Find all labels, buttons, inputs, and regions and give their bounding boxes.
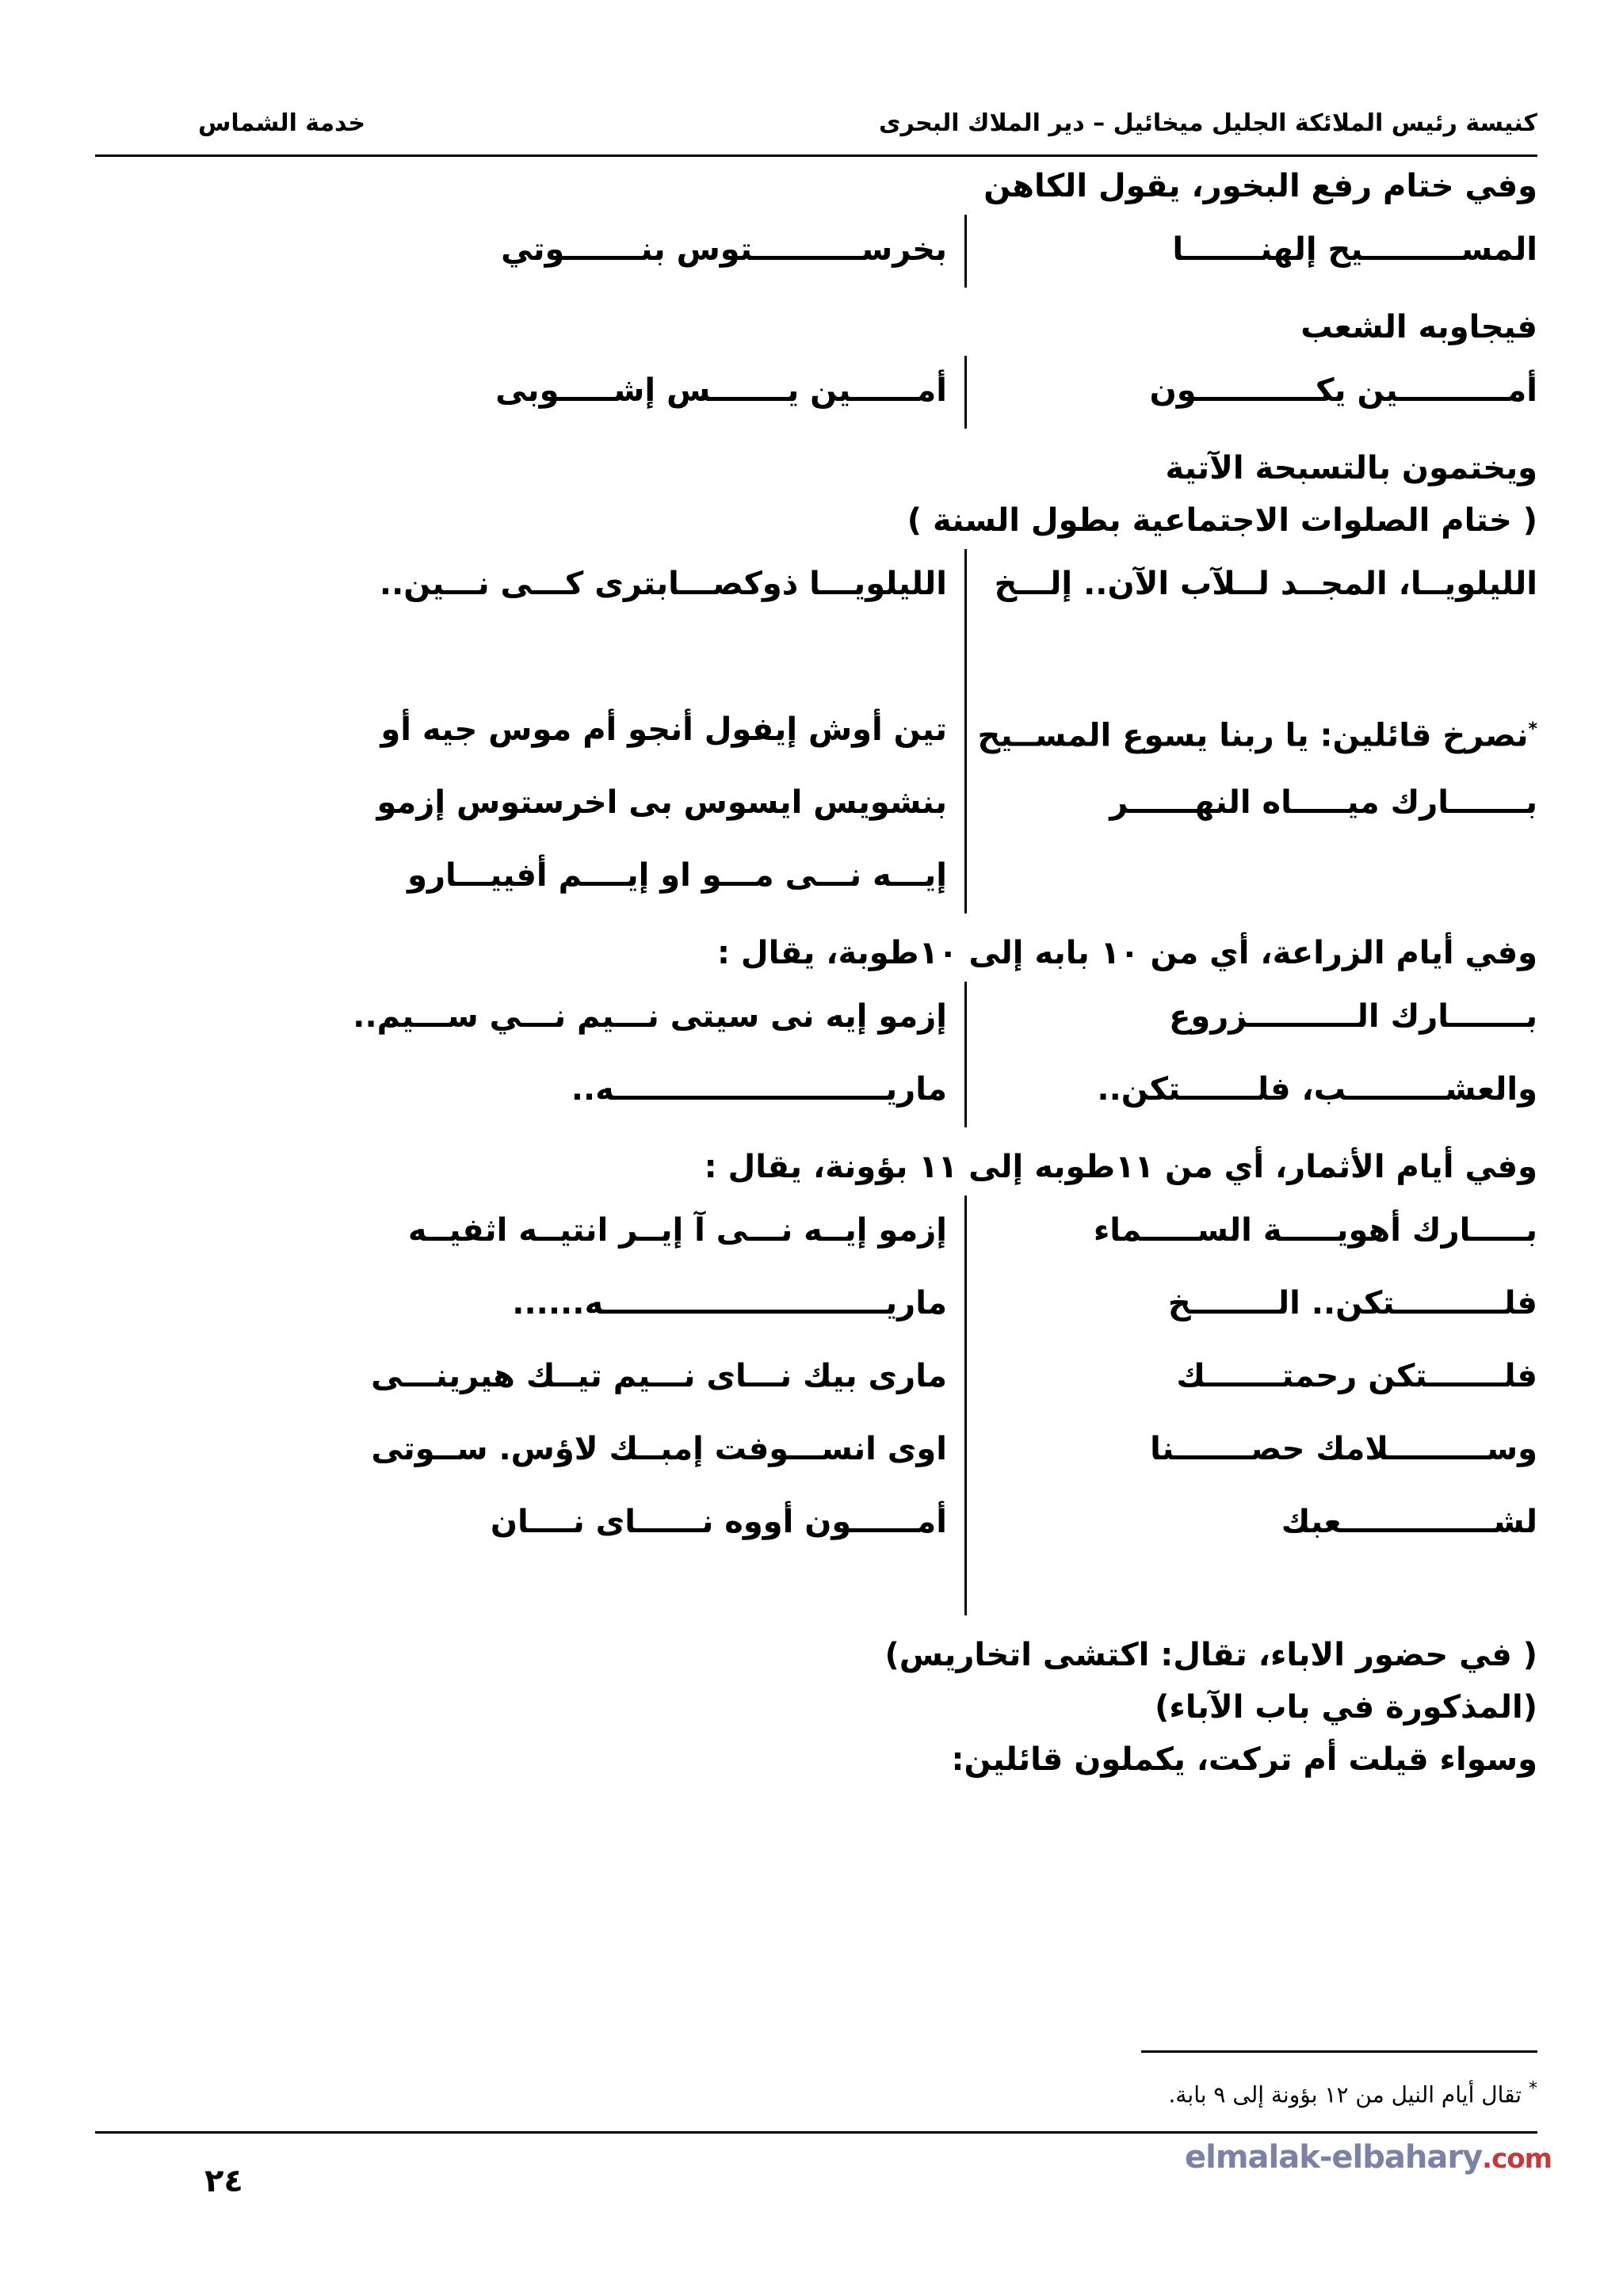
page-number: ٢٤ xyxy=(204,2163,243,2199)
arabic-text: نصرخ قائلين: يا ربنا يسوع المســيح xyxy=(977,717,1529,754)
arabic-cell: لشــــــــــــــعبك xyxy=(1281,1504,1537,1540)
heading-fathers-present: ( في حضور الاباء، تقال: اكتشى اتخاريس) xyxy=(884,1637,1537,1673)
table-harvest xyxy=(269,1196,1537,1615)
header-rule xyxy=(95,154,1537,157)
coptic-cell: بخرســــــــــتوس بنـــــــوتي xyxy=(501,231,947,268)
church-title: كنيسة رئيس الملائكة الجليل ميخائيل – دير الملاك البحرى xyxy=(878,109,1537,137)
heading-conclude-hymn: ويختمون بالتسبحة الآتية xyxy=(1165,450,1537,486)
heading-planting-days: وفي أيام الزراعة، أي من ١٠ بابه إلى ١٠طوبة، يقال : xyxy=(716,935,1537,971)
arabic-cell: فلـــــــتكن رحمتـــــــك xyxy=(1176,1358,1537,1394)
footer-rule xyxy=(95,2131,1537,2134)
heading-continue: وسواء قيلت أم تركت، يكملون قائلين: xyxy=(951,1741,1537,1778)
table-row xyxy=(269,1196,1537,1268)
table-amen xyxy=(269,356,1537,429)
coptic-cell: إيـــه نـــى مـــو او إيــــم أفييـــارو xyxy=(407,857,947,894)
page-content xyxy=(269,162,1537,1788)
coptic-cell: بنشويس ايسوس بى اخرستوس إزمو xyxy=(376,784,947,821)
page-header xyxy=(198,109,1537,141)
table-row xyxy=(269,1560,1537,1615)
footnote-marker: * xyxy=(1529,2079,1537,2099)
table-row xyxy=(269,1414,1537,1487)
coptic-cell: إزمو إيه نى سيتى نـــيم نـــي ســـيم.. xyxy=(353,998,947,1035)
table-row xyxy=(269,1341,1537,1414)
coptic-cell: أمــــــين يـــــــس إشـــــوبى xyxy=(495,372,947,409)
heading-conclusion-note: ( ختام الصلوات الاجتماعية بطول السنة ) xyxy=(907,502,1537,539)
arabic-cell: وســـــــــلامك حصـــــــنا xyxy=(1150,1431,1537,1467)
heading-people-answer: فيجاوبه الشعب xyxy=(1300,309,1537,345)
arabic-cell: فلــــــــــتكن.. الــــــــخ xyxy=(1167,1285,1537,1322)
arabic-cell: المســـــــــيح إلهنـــــــا xyxy=(1172,231,1537,268)
coptic-cell: أمــــــون أووه نــــــاى نــــان xyxy=(490,1504,947,1540)
heading-harvest-days: وفي أيام الأثمار، أي من ١١طوبه إلى ١١ بؤونة، يقال : xyxy=(704,1149,1537,1185)
table-row xyxy=(269,1487,1537,1560)
arabic-cell: بـــــــارك ميـــــاه النهــــــر xyxy=(1109,784,1537,821)
footnote-text: تقال أيام النيل من ١٢ بؤونة إلى ٩ بابة. xyxy=(1168,2081,1522,2108)
coptic-cell: مارى بيك نـــاى نـــيم تيــك هيرينـــى xyxy=(371,1358,947,1394)
table-planting xyxy=(269,982,1537,1127)
arabic-cell: الليلويــا، المجــد لــلآب الآن.. إلـــخ xyxy=(994,566,1537,602)
table-row xyxy=(269,356,1537,429)
table-christ-our-god xyxy=(269,215,1537,288)
heading-fathers-chapter: (المذكورة في باب الآباء) xyxy=(1155,1689,1537,1726)
table-row xyxy=(269,982,1537,1055)
footnote-rule xyxy=(1141,2050,1537,2053)
section-title: خدمة الشماس xyxy=(198,109,366,137)
table-row xyxy=(269,549,1537,622)
table-row xyxy=(269,841,1537,913)
site-name: elmalak-elbahary xyxy=(1185,2139,1483,2176)
coptic-cell: تين أوش إيفول أنجو أم موس جيه أو xyxy=(380,711,947,748)
coptic-cell: اوى انســـوفت إمبــك لاؤس. ســوتى xyxy=(371,1431,947,1467)
table-row xyxy=(269,215,1537,288)
coptic-cell: الليلويـــا ذوكصـــابترى كـــى نـــين.. xyxy=(379,566,947,602)
footnote-marker: * xyxy=(1528,719,1537,739)
footnote xyxy=(1168,2079,1537,2107)
table-row xyxy=(269,1268,1537,1341)
site-watermark xyxy=(1185,2139,1552,2176)
table-row xyxy=(269,622,1537,695)
coptic-cell: ماريــــــــــــــــــــــــــه...... xyxy=(512,1285,947,1322)
table-row xyxy=(269,768,1537,841)
table-row xyxy=(269,1055,1537,1127)
coptic-cell: ماريـــــــــــــــــــــــــه.. xyxy=(571,1071,947,1108)
arabic-cell xyxy=(978,707,1537,757)
heading-incense-end: وفي ختام رفع البخور، يقول الكاهن xyxy=(983,168,1537,204)
coptic-cell: إزمو إيــه نـــى آ إيــر انتيــه اثفيــه xyxy=(407,1212,947,1249)
table-alleluia xyxy=(269,549,1537,913)
arabic-cell: والعشـــــــــب، فلـــــــتكن.. xyxy=(1097,1071,1537,1108)
site-tld: .com xyxy=(1482,2143,1552,2175)
table-row xyxy=(269,695,1537,768)
arabic-cell: بـــــــارك الــــــــــزروع xyxy=(1169,998,1537,1035)
arabic-cell: أمــــــــــين يكـــــــــــون xyxy=(1149,372,1537,409)
arabic-cell: بـــــارك أهويـــــة الســـــماء xyxy=(1093,1212,1537,1249)
